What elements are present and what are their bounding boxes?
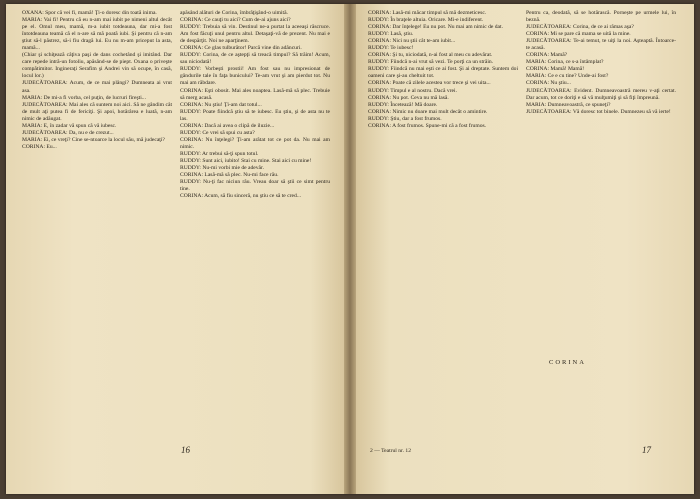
- script-paragraph: (Chiar şi schiţează câţiva paşi de dans cochetând şi imitând. Dar care repede intră-un fotoliu, apăsând-se de piept. Oxana o priveşte compătimitor. Ingineraţi Serafim şi Andrei vin să ocupe, în casă, locul lor.): [22, 52, 172, 80]
- left-page-number: 16: [181, 445, 190, 455]
- script-paragraph: CORINA: Eşti obosit. Mai ales noaptea. Lasă-mă să plec. Trebuie să merg acasă.: [180, 87, 330, 101]
- script-paragraph: CORINA: Ce glas tulburător! Parcă vine din adâncuri.: [180, 45, 302, 52]
- script-paragraph: CORINA: Lasă-mi măcar timpul să mă dezmeticesc.: [368, 10, 487, 16]
- script-paragraph: RUDDY: Nu-mi vorbi mie de adevăr.: [180, 165, 264, 172]
- script-paragraph: CORINA: Mi se pare că mama se uită la mine.: [526, 31, 631, 38]
- script-paragraph: RUDDY: Vorbeşti prostii! Am fost sau nu impresionat de gândurile tale în faţa bunicului? Te-am vrut şi am pierdut tot. Nu mai am răbdare.: [180, 66, 330, 87]
- script-paragraph: CORINA: Nu ştiu! Ţi-am dat totul...: [180, 101, 262, 108]
- script-paragraph: MARIA: Vai fi! Pentru că eu n-am mai iubit pe nimeni altul decât pe el. Omul meu, mamă, m-a iubit totdeauna, dar mi-a fost întotdeauna teamă că el n-are să mă poată iubi. Şi pentru că n-am ştiut să-l păstrez, să-i fiu dragă lui. Eu nu m-am priceput la asta, mamă...: [22, 17, 172, 52]
- right-page-column-2: [526, 10, 676, 116]
- script-paragraph: CORINA: Poate că zilele acestea vor trece şi vei uita...: [368, 80, 491, 87]
- script-paragraph: RUDDY: Timpul e al nostru. Dacă vrei.: [368, 87, 457, 94]
- left-page-column-1: [22, 10, 172, 151]
- script-paragraph: apăsând alături de Corina, îmbrăţişând-o uimită.: [180, 10, 288, 16]
- script-paragraph: RUDDY: Poate fiindcă ştiu să te iubesc. Eu ştiu, şi de asta nu te las.: [180, 108, 330, 122]
- script-paragraph: RUDDY: În braţele altuia. Oricare. Mi-e indiferent.: [368, 17, 484, 24]
- script-paragraph: JUDECĂTOAREA: Vă doresc tot binele. Dumnezeu să vă ierte!: [526, 108, 671, 115]
- script-paragraph: JUDECĂTOAREA: Te-ai temut, te uiţi la noi. Aşteaptă. Întoarce-te acasă.: [526, 38, 676, 52]
- script-paragraph: RUDDY: Trebuia să vin. Destinul ne-a purtat la aceeaşi răscruce. Am fost făcuţi unul pentru altul. Detaşaţi-vă de prezent. Nu mai e de despărţit. Noi ne aparţinem.: [180, 24, 330, 45]
- script-paragraph: CORINA: Nu înţelegi? Ţi-am arătat tot ce pot da. Nu mai am nimic.: [180, 136, 330, 150]
- book-spread: [6, 4, 694, 494]
- right-page: [356, 4, 694, 494]
- script-paragraph: CORINA: Acum, să fiu sinceră, nu ştiu ce să te cred...: [180, 193, 302, 200]
- script-paragraph: Pentru ca, deodată, să se hotărască. Pornește pe urmele lui, în beznă.: [526, 10, 676, 24]
- script-paragraph: CORINA: Ce cauţi tu aici? Cum de-ai ajuns aici?: [180, 17, 291, 24]
- left-page-column-2: [180, 10, 330, 200]
- script-paragraph: MARIA: Corina, ce s-a întâmplat?: [526, 59, 604, 66]
- script-paragraph: RUDDY: Încetează! Mă doare.: [368, 101, 438, 108]
- left-page: [6, 4, 344, 494]
- script-paragraph: JUDECĂTOAREA: Da, nu e de crezut...: [22, 129, 114, 136]
- script-paragraph: MARIA: De mi-a fi vorba, cel puţin, de lucruri fireşti...: [22, 94, 146, 101]
- script-paragraph: JUDECĂTOAREA: Mai ales că suntem noi aici. Să ne gândim cât de mult aţi putea fi de fericiţi. Şi apoi, hotărârea e luată, n-am nimic de adăugat.: [22, 101, 172, 122]
- script-paragraph: JUDECĂTOAREA: Corina, de ce ai rămas aşa?: [526, 24, 634, 31]
- script-paragraph: CORINA: A fost frumos. Spune-mi că a fost frumos.: [368, 122, 487, 129]
- script-paragraph: MARIA: Ce e cu tine? Unde-ai fost?: [526, 73, 609, 80]
- script-paragraph: RUDDY: Fiindcă n-ai vrut să vezi. Te porţi ca un străin.: [368, 59, 494, 66]
- end-mark: CORINA: [549, 359, 586, 366]
- script-paragraph: RUDDY: Fiindcă nu mai eşti ce ai fost. Şi ai dreptate. Suntem doi oameni care şi-au cheltuit tot.: [368, 66, 518, 80]
- script-paragraph: RUDDY: Nu-ţi fac niciun rău. Vreau doar să ştii ce simt pentru tine.: [180, 179, 330, 193]
- script-paragraph: RUDDY: Sunt aici, iubito! Stai cu mine. Stai aici cu mine!: [180, 157, 312, 164]
- script-paragraph: CORINA: Şi tu, niciodată, n-ai fost al meu cu adevărat.: [368, 52, 493, 59]
- page-footer: 2 — Teatrul nr. 12: [370, 448, 411, 454]
- script-paragraph: CORINA: Dar înţelege! Eu nu pot. Nu mai am nimic de dat.: [368, 24, 503, 31]
- right-page-number: 17: [642, 445, 651, 455]
- script-paragraph: CORINA: Mamă?: [526, 52, 568, 59]
- script-paragraph: CORINA: Lasă-mă să plec. Nu-mi face rău.: [180, 172, 279, 179]
- script-paragraph: JUDECĂTOAREA: Evident. Dumneavoastră mereu v-aţi certat. Dar acum, tot ce doriţi e să vă mulţumiţi şi să fiţi împreună.: [526, 87, 676, 101]
- script-paragraph: CORINA: Nimic nu doare mai mult decât o amintire.: [368, 108, 488, 115]
- script-paragraph: MARIA: Dumneavoastră, ce spuneţi?: [526, 101, 611, 108]
- script-paragraph: RUDDY: Corina, de ce aştepţi să treacă timpul? Să trăim! Acum, sau niciodată!: [180, 52, 330, 66]
- script-paragraph: MARIA: E, în zadar vă spun că vă iubesc.: [22, 122, 117, 129]
- script-paragraph: RUDDY: Te iubesc!: [368, 45, 414, 52]
- script-paragraph: RUDDY: Lasă, ştiu.: [368, 31, 414, 38]
- book-gutter: [344, 4, 356, 494]
- right-page-column-1: [368, 10, 518, 130]
- script-paragraph: CORINA: Nici nu ştii cât te-am iubit...: [368, 38, 456, 45]
- script-paragraph: CORINA: Eu...: [22, 143, 57, 150]
- script-paragraph: CORINA: Nu ştiu...: [526, 80, 571, 87]
- script-paragraph: MARIA: Ei, ce vreţi? Cine se-ntoarce la locul său, mă judecaţi?: [22, 136, 165, 143]
- script-paragraph: CORINA: Mamă! Mamă!: [526, 66, 585, 73]
- script-paragraph: CORINA: Dacă ai avea o clipă de iluzie...: [180, 122, 275, 129]
- script-paragraph: RUDDY: Ştiu, dar a fost frumos.: [368, 115, 442, 122]
- script-paragraph: CORINA: Nu pot. Ceva nu mă lasă.: [368, 94, 449, 101]
- script-paragraph: RUDDY: Ce vrei să spui cu asta?: [180, 129, 255, 136]
- script-paragraph: JUDECĂTOAREA: Acum, de ce mai plângi? Dumneata ai vrut asa.: [22, 80, 172, 94]
- script-paragraph: RUDDY: Ar trebui să-ţi spun totul.: [180, 150, 259, 157]
- script-paragraph: OXANA: Spor că vei fi, mamă! Ţi-o doresc din toată inima.: [22, 10, 157, 16]
